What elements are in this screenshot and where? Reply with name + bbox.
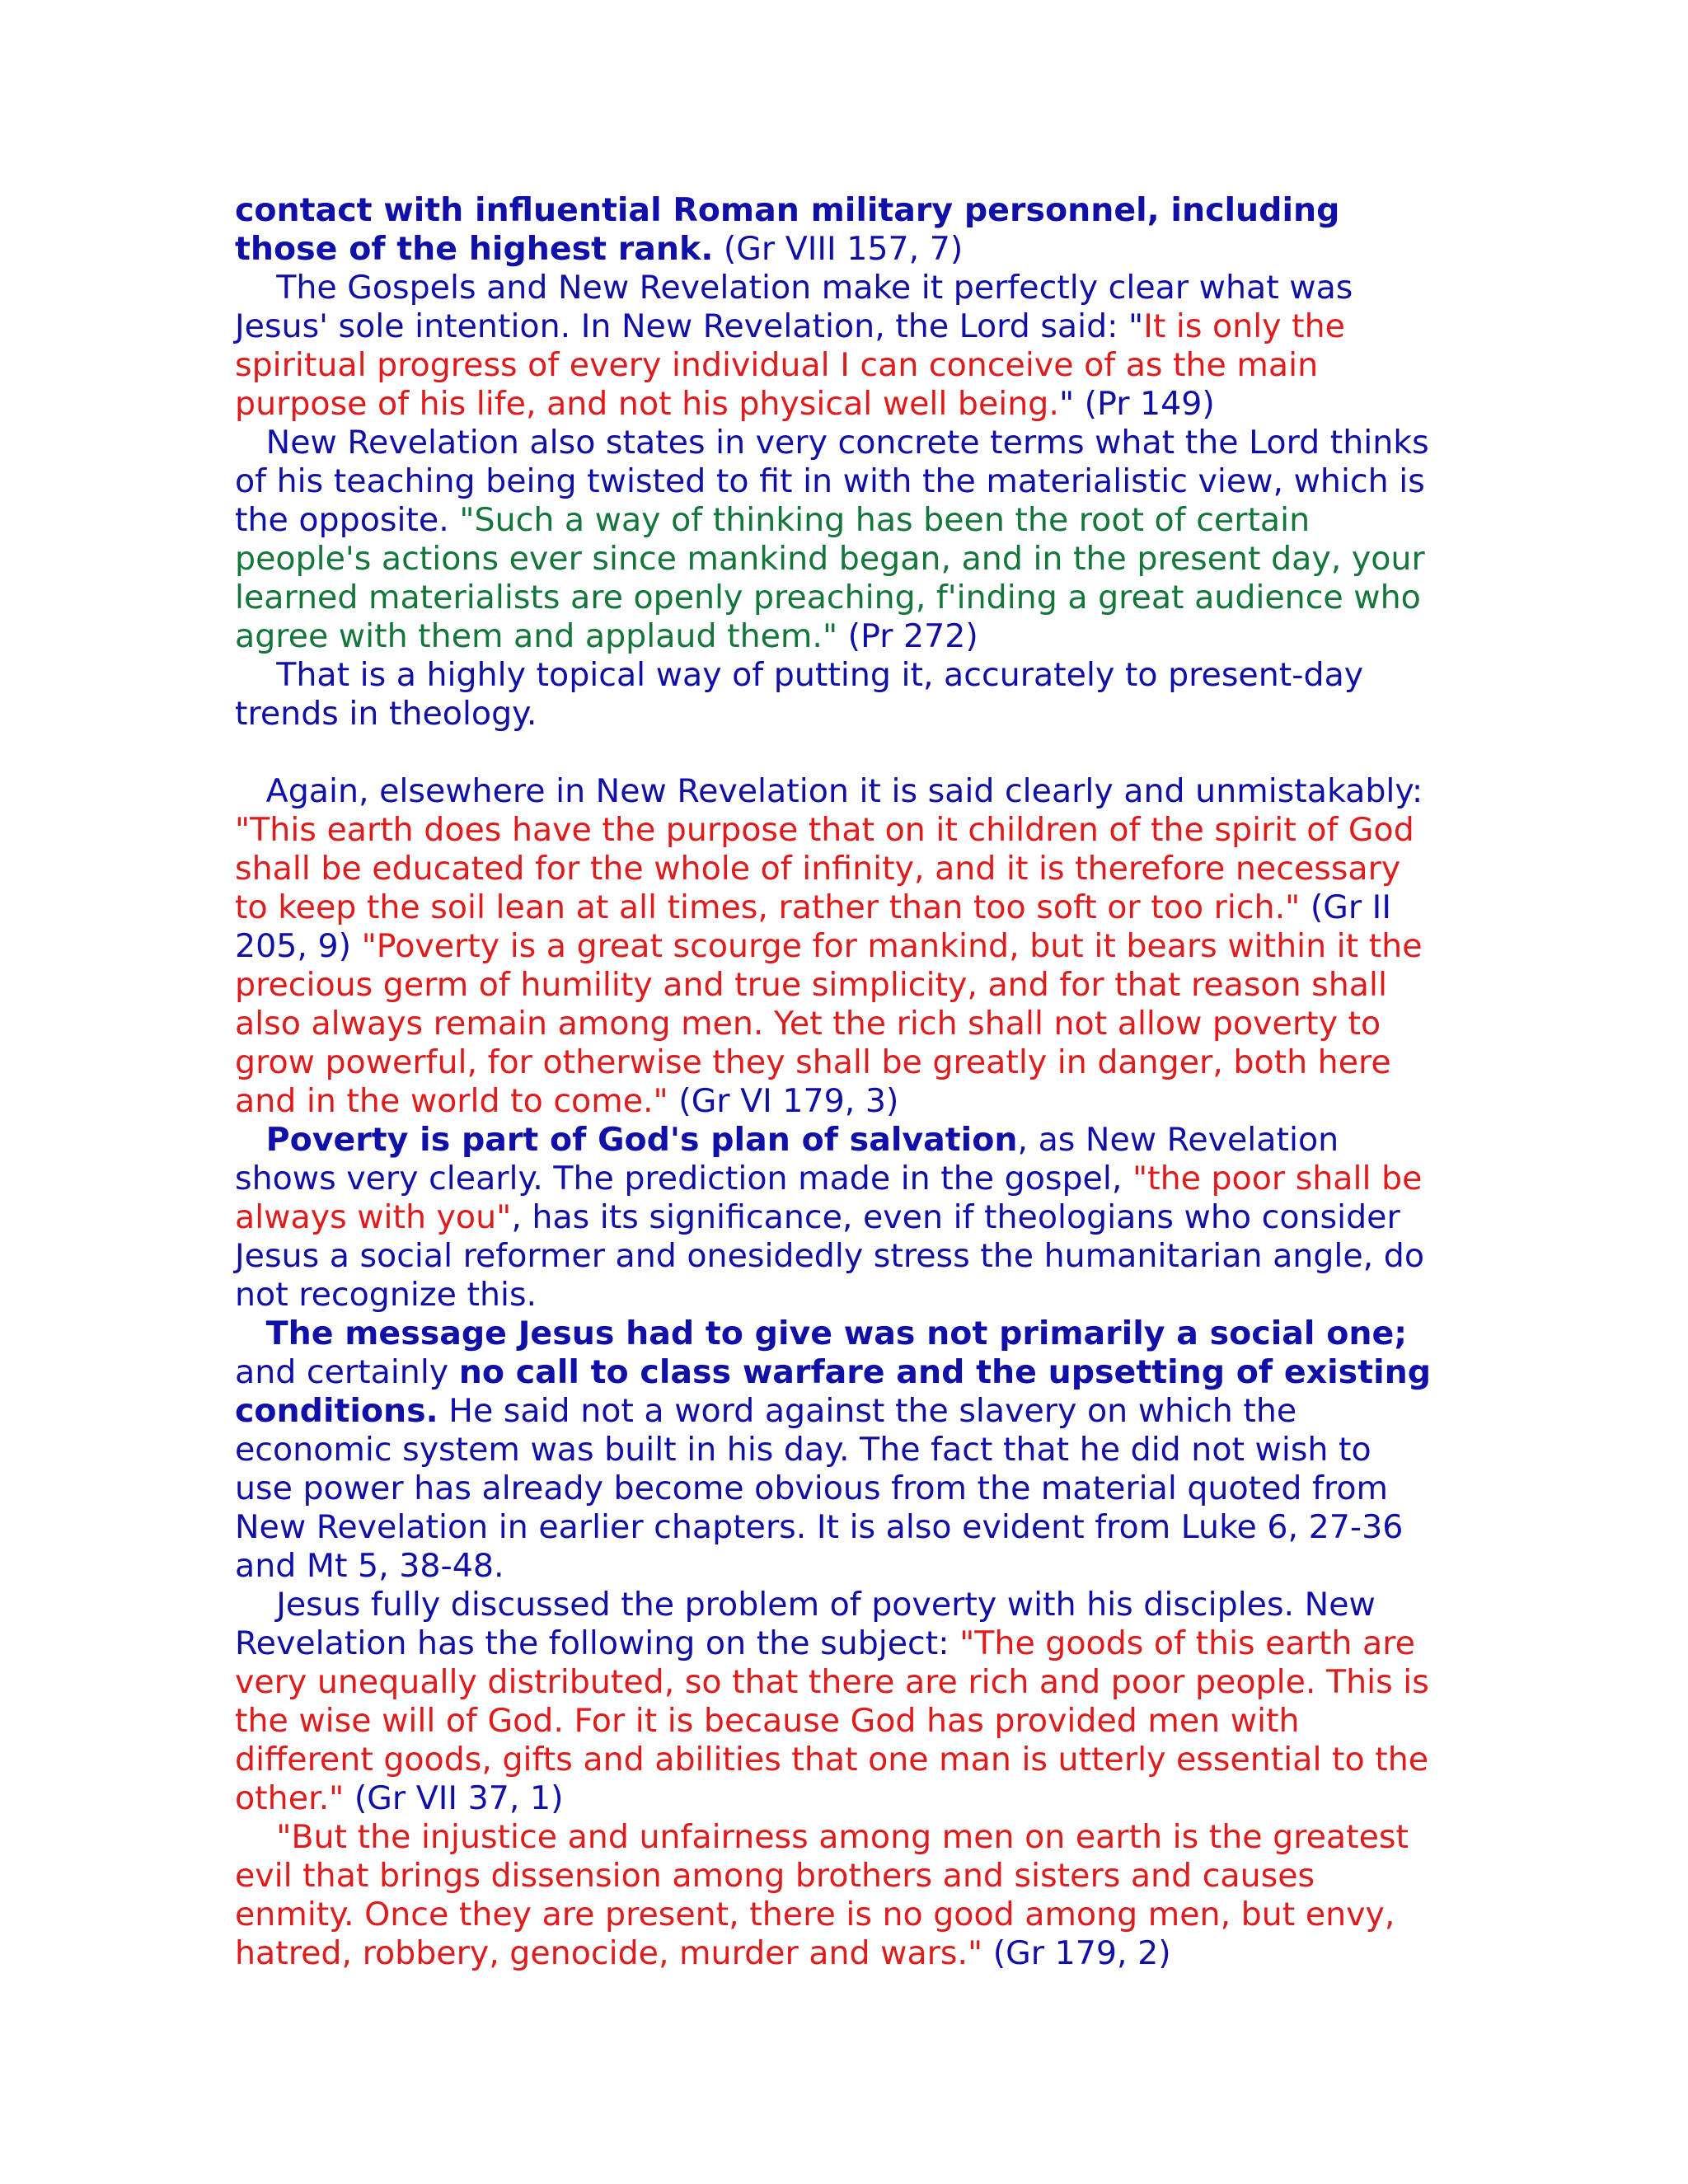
- text-run: (Gr VI 179, 3): [668, 1082, 899, 1120]
- paragraph: [235, 269, 1451, 424]
- text-run: Jesus fully discussed the problem of poverty with his disciples. New Revelation has the following on the subject:: [235, 1586, 1376, 1662]
- paragraph-indent: [235, 772, 266, 810]
- text-column: [235, 191, 1451, 1973]
- text-run: Again, elsewhere in New Revelation it is said clearly and unmistakably:: [265, 772, 1423, 810]
- bold-text: no call to class warfare and the upsetting of existing conditions.: [235, 1353, 1432, 1430]
- text-run: (Gr VIII 157, 7): [713, 230, 964, 268]
- text-run: (Gr VII 37, 1): [344, 1779, 564, 1817]
- quote-red: "Poverty is a great scourge for mankind, but it bears within it the precious germ of humility and true simplicity, and for that reason shall also always remain among men. Yet the rich shall not allow poverty to grow powerful, for otherwise they shall be greatly in danger, both here and in the world to come.": [235, 927, 1423, 1120]
- quote-red: "the poor shall be always with you": [235, 1160, 1423, 1236]
- quote-red: It is only the spiritual progress of every individual I can conceive of as the main purpose of his life, and not his physical well being.: [235, 307, 1345, 423]
- text-run: The Gospels and New Revelation make it perfectly clear what was Jesus' sole intention. In New Revelation, the Lord said: ": [235, 269, 1353, 345]
- paragraph-indent: [235, 656, 276, 694]
- text-run: That is a highly topical way of putting it, accurately to present-day trends in theology.: [235, 656, 1364, 733]
- bold-text: Poverty is part of God's plan of salvation: [265, 1121, 1018, 1159]
- quote-green: "Such a way of thinking has been the root of certain people's actions ever since mankind began, and in the present day, your learned materialists are openly preaching, f'inding a great audience who agree with them and applaud them.": [235, 501, 1425, 655]
- paragraph: [235, 1121, 1451, 1315]
- text-run: He said not a word against the slavery on which the economic system was built in his day. The fact that he did not wish to use power has already become obvious from the material quoted from New Revelation in earlier chapters. It is also evident from Luke 6, 27-36 and Mt 5, 38-48.: [235, 1392, 1404, 1585]
- blank-line: [235, 733, 1451, 772]
- text-run: New Revelation also states in very concrete terms what the Lord thinks of his teaching being twisted to fit in with the materialistic view, which is the opposite.: [235, 424, 1429, 539]
- bold-text: contact with influential Roman military personnel, including those of the highest rank.: [235, 191, 1340, 268]
- paragraph: [235, 191, 1451, 269]
- bold-text: The message Jesus had to give was not primarily a social one;: [265, 1315, 1408, 1352]
- text-run: , as New Revelation shows very clearly. The prediction made in the gospel,: [235, 1121, 1339, 1197]
- paragraph-indent: [235, 1315, 266, 1352]
- paragraph-indent: [235, 1818, 276, 1856]
- paragraph-indent: [235, 1586, 276, 1624]
- text-run: " (Pr 149): [1058, 385, 1215, 423]
- text-run: and certainly: [235, 1353, 449, 1391]
- paragraph: [235, 1315, 1451, 1586]
- text-run: (Gr 179, 2): [982, 1934, 1171, 1972]
- paragraph-indent: [235, 424, 266, 462]
- paragraph: [235, 656, 1451, 733]
- paragraph: [235, 772, 1451, 1121]
- quote-red: "The goods of this earth are very unequally distributed, so that there are rich and poor people. This is the wise will of God. For it is because God has provided men with different goods, gifts and abilities that one man is utterly essential to the other.": [235, 1624, 1429, 1817]
- paragraph-indent: [235, 269, 276, 307]
- paragraph-indent: [235, 1121, 266, 1159]
- text-run: (Pr 272): [837, 617, 978, 655]
- text-run: , has its significance, even if theologians who consider Jesus a social reformer and onesidedly stress the humanitarian angle, do not recognize this.: [235, 1198, 1425, 1314]
- quote-red: "But the injustice and unfairness among men on earth is the greatest evil that brings dissension among brothers and sisters and causes enmity. Once they are present, there is no good among men, but envy, hatred, robbery, genocide, murder and wars.": [235, 1818, 1409, 1972]
- paragraph: [235, 424, 1451, 656]
- paragraph: [235, 1818, 1451, 1973]
- quote-red: "This earth does have the purpose that on it children of the spirit of God shall be educated for the whole of infinity, and it is therefore necessary to keep the soil lean at all times, rather than too soft or too rich.": [235, 811, 1414, 926]
- paragraph: [235, 1586, 1451, 1818]
- text-run: (Gr II 205, 9): [235, 888, 1391, 965]
